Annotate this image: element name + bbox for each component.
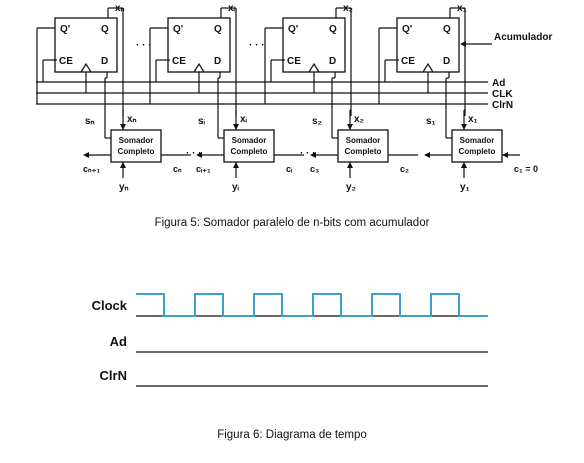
arrow-head (461, 162, 467, 168)
ff-qbar-label: Q' (288, 24, 299, 35)
adder-label: Somador (459, 136, 495, 145)
x-label: xᵢ (228, 3, 235, 14)
ff-ce-label: CE (401, 56, 415, 67)
ff-d-label: D (443, 56, 451, 67)
y-label: y₁ (460, 182, 470, 193)
ellipsis-dots: · · · (300, 148, 316, 159)
ellipsis-dots: · · · (249, 40, 265, 51)
adder-label: Completo (344, 147, 382, 156)
s-label: s₂ (312, 116, 323, 127)
ff-d-label: D (101, 56, 109, 67)
ff-q-label: Q (101, 24, 109, 35)
y-label: y₂ (346, 182, 357, 193)
figure6-caption: Figura 6: Diagrama de tempo (217, 429, 367, 441)
adder-label: Completo (230, 147, 268, 156)
adder-label: Somador (118, 136, 154, 145)
arrow-head (120, 124, 126, 130)
timing-row-label-ad: Ad (109, 334, 127, 349)
figure5-caption: Figura 5: Somador paralelo de n-bits com acumulador (154, 217, 430, 229)
bus-label-clrn: ClrN (492, 100, 514, 111)
bus-label-clk: CLK (492, 89, 513, 100)
parallel-adder-figure (36, 3, 552, 193)
adder-label: Completo (458, 147, 496, 156)
ff-q-label: Q (443, 24, 451, 35)
full-adder-box (338, 130, 388, 162)
carry-in-label: cᵢ (286, 164, 293, 174)
carry-in-label: c₂ (400, 164, 410, 174)
timing-row-label-clrn: ClrN (99, 368, 127, 383)
x-label: xₙ (115, 3, 125, 14)
adder-label: Somador (345, 136, 381, 145)
x-input-label: xₙ (127, 114, 137, 125)
adder-label: Completo (117, 147, 155, 156)
adder-label: Somador (231, 136, 267, 145)
arrow-head (347, 162, 353, 168)
ellipsis-dots: · · · (186, 148, 202, 159)
full-adder-box (452, 130, 502, 162)
ff-qbar-label: Q' (60, 24, 71, 35)
ff-q-label: Q (329, 24, 337, 35)
ff-d-label: D (329, 56, 337, 67)
ff-d-label: D (214, 56, 222, 67)
x-label: x₂ (343, 3, 354, 14)
arrow-head (347, 124, 353, 130)
x-label: x₁ (457, 3, 467, 14)
full-adder-box (224, 130, 274, 162)
x-input-label: x₂ (354, 114, 365, 125)
carry-out-label: cₙ₊₁ (83, 164, 101, 174)
arrow-head (120, 162, 126, 168)
arrow-head (461, 124, 467, 130)
x-input-label: xᵢ (240, 114, 247, 125)
full-adder-box (111, 130, 161, 162)
ff-qbar-label: Q' (173, 24, 184, 35)
arrow-head (424, 152, 430, 158)
ellipsis-dots: · · · (136, 40, 152, 51)
s-label: sᵢ (198, 116, 205, 127)
y-label: yₙ (119, 182, 129, 193)
arrow-head (233, 162, 239, 168)
ff-ce-label: CE (287, 56, 301, 67)
arrow-head (83, 152, 89, 158)
ff-qbar-label: Q' (402, 24, 413, 35)
bus-label-ad: Ad (492, 78, 506, 89)
carry-out-label: c₃ (310, 164, 320, 174)
s-label: sₙ (85, 116, 95, 127)
arrow-head (233, 124, 239, 130)
s-label: s₁ (426, 116, 436, 127)
y-label: yᵢ (232, 182, 239, 193)
ff-q-label: Q (214, 24, 222, 35)
timing-row-label-clock: Clock (91, 298, 127, 313)
carry-in-label: cₙ (173, 164, 182, 174)
x-input-label: x₁ (468, 114, 478, 125)
ff-ce-label: CE (172, 56, 186, 67)
timing-diagram (92, 294, 488, 386)
ff-ce-label: CE (59, 56, 73, 67)
carry-in-label: c₁ = 0 (514, 164, 538, 174)
clock-waveform (136, 294, 488, 316)
carry-out-label: cᵢ₊₁ (196, 164, 211, 174)
arrow-head (502, 152, 508, 158)
acumulador-label: Acumulador (494, 32, 553, 43)
